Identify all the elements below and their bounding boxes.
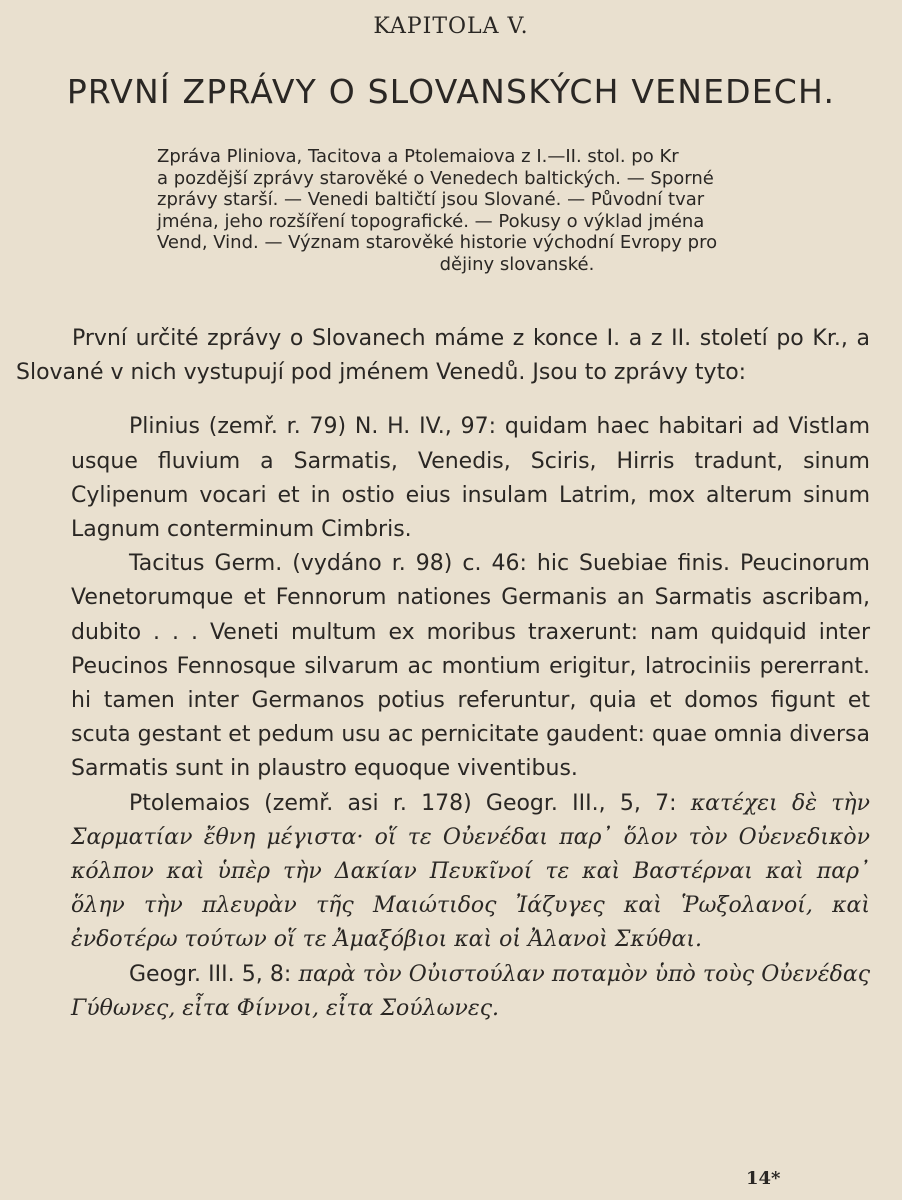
- chapter-abstract: [157, 146, 877, 276]
- geogr-greek-text: παρὰ τὸν Οὐιστούλαν ποταμὸν ὑπὸ τοὺς Οὐενέδας Γύθωνες, εἶτα Φίννοι, εἶτα Σούλωνες.: [71, 961, 871, 1021]
- abstract-line: zprávy starší. — Venedi baltičtí jsou Slované. — Původní tvar: [157, 189, 705, 211]
- page-number: 14*: [746, 1168, 781, 1189]
- plinius-quote: Plinius (zemř. r. 79) N. H. IV., 97: quidam haec habitari ad Vistlam usque fluvium a Sarmatis, Venedis, Sciris, Hirris tradunt, sinum Cylipenum vocari et in ostio eius insulam Latrim, mox alterum sinum Lagnum conterminum Cimbris.: [71, 414, 870, 543]
- chapter-title: PRVNÍ ZPRÁVY O SLOVANSKÝCH VENEDECH.: [66, 72, 836, 111]
- tacitus-quote: Tacitus Germ. (vydáno r. 98) c. 46: hic Suebiae finis. Peucinorum Venetorumque et Fennorum nationes Germanis an Sarmatis ascribam, dubito . . . Veneti multum ex moribus traxerunt: nam quidquid inter Peucinos Fennosque silvarum ac montium erigitur, latrociniis pererrant. hi tamen inter Germanos potius referuntur, quia et domos figunt et scuta gestant et pedum usu ac pernicitate gaudent: quae omnia diversa Sarmatis sunt in plaustro equoque viventibus.: [71, 551, 870, 782]
- abstract-line: jména, jeho rozšíření topografické. — Pokusy o výklad jména: [157, 210, 705, 232]
- abstract-line: dějiny slovanské.: [439, 253, 595, 275]
- geogr-quote: [71, 958, 870, 1026]
- ptolemaios-quote: [71, 787, 870, 958]
- abstract-line: Zpráva Pliniova, Tacitova a Ptolemaiova z I.—II. stol. po Kr: [157, 146, 679, 167]
- intro-paragraph: První určité zprávy o Slovanech máme z konce I. a z II. století po Kr., a Slované v nich vystupují pod jménem Venedů. Jsou to zprávy tyto:: [16, 326, 870, 386]
- body-text: [16, 322, 870, 1026]
- abstract-line: Vend, Vind. — Význam starověké historie východní Evropy pro: [157, 232, 718, 254]
- ptolemaios-greek-text: κατέχει δὲ τὴν Σαρματίαν ἔθνη μέγιστα· οἵ τε Οὐενέδαι παρ᾽ ὅλον τὸν Οὐενεδικὸν κόλπον καὶ ὑπὲρ τὴν Δακίαν Πευκῖνοί τε καὶ Βαστέρναι καὶ παρ᾽ ὅλην τὴν πλευρὰν τῆς Μαιώτιδος Ἰάζυγες καὶ Ῥωξολανοί, καὶ ἐνδοτέρω τούτων οἵ τε Ἀμαξόβιοι καὶ οἱ Ἀλανοὶ Σκύθαι.: [71, 790, 870, 953]
- chapter-heading: KAPITOLA V.: [373, 14, 529, 39]
- abstract-line: a pozdější zprávy starověké o Venedech baltických. — Sporné: [157, 167, 714, 189]
- ptolemaios-source: Ptolemaios (zemř. asi r. 178) Geogr. III., 5, 7:: [129, 790, 691, 816]
- geogr-source: Geogr. III. 5, 8:: [129, 961, 299, 987]
